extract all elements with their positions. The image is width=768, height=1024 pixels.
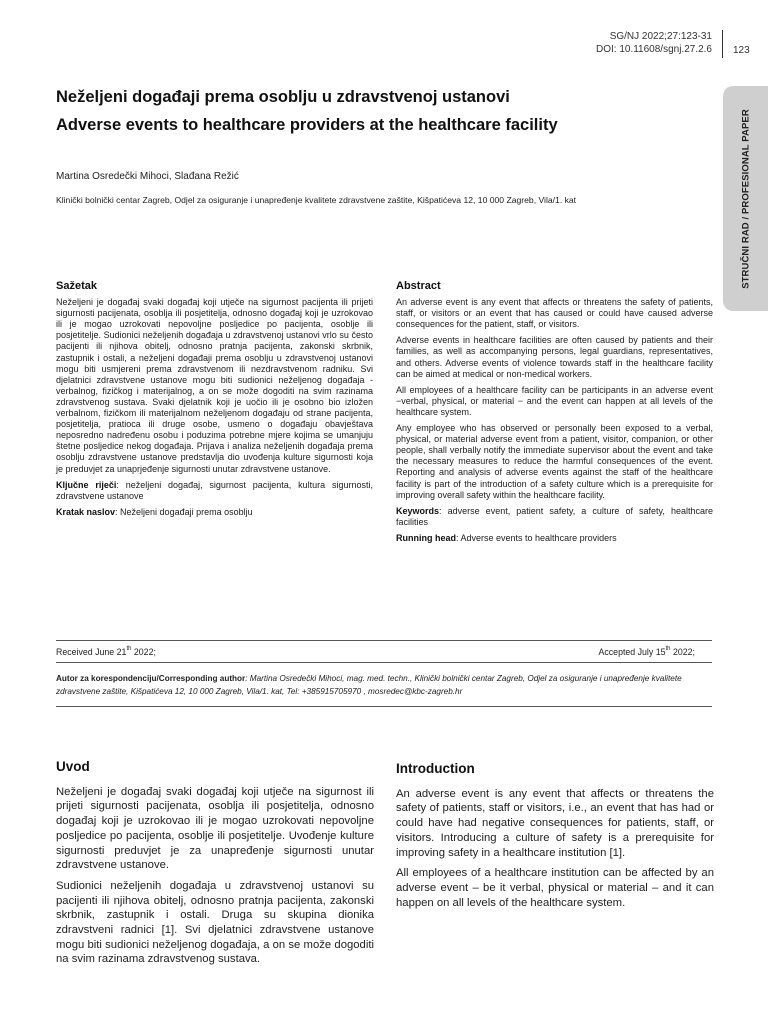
keywords-hr: : neželjeni događaj, sigurnost pacijenta, kultura sigurnosti, zdravstvene ustanove	[56, 479, 373, 501]
abstract-paragraph-4: Any employee who has observed or personally been exposed to a verbal, physical, or material adverse event from a patient, visitor, companion, or other people, shall verbally notify the immediate supervisor about the event and take the necessary measures to reduce the harmful consequences of the event. Reporting and analysis of adverse events against the staff of the healthcare facility is part of the introduction of a safety culture which is a prerequisite for improving overall safety within the healthcare facility.	[396, 423, 713, 500]
page-number: 123	[733, 45, 750, 56]
abstract-paragraph-1: An adverse event is any event that affects or threatens the safety of patients, staff, or visitors or an event that has caused or could have caused adverse consequences for the patient, staff, or visitors.	[396, 297, 713, 330]
sazetak-text: Neželjeni je događaj svaki događaj koji utječe na sigurnost pacijenta ili prijeti sigurnosti pacijenata, osoblja ili posjetitelja, odnosno događaj koji je uzrokovao ili je mogao uzrokovati nepovoljne posljedice po pacijenta, osoblje ili posjetitelje. Sudionici neželjenih događaja u zdravstvenoj ustanovi vrlo su često pacijenti ili njihova obitelj, odnosno pratnja pacijenta, zakonski skrbnik, zastupnik i ostali, a neželjeni događaji prema osoblju u zdravstvenoj ustanovi mogu biti usmjereni prema zdravstvenom ili nezdravstvenom radniku. Svi djelatnici zdravstvene ustanove mogu biti sudionici neželjenog događaja - verbalnog, fizičkog i materijalnog, a on se može dogoditi na svim razinama zdravstvenog sustava. Svaki djelatnik koji je uočio ili je osobno bio izložen verbalnom, fizičkom ili materijalnom neželjenom događaju od strane pacijenta, posjetitelja, pratioca ili druge osobe, usmeno o događaju obavještava neposredno nadređenu osobu i poduzima potrebne mjere kojima se umanjuju štetne posljedice nekog događaja. Prijava i analiza neželjenih događaja prema osoblju zdravstvene ustanove predstavlja dio uvođenja kulture sigurnosti koja je preduvjet za unaprjeđenje sigurnosti unutar zdravstvene ustanove.	[56, 297, 373, 474]
section-side-tab	[723, 86, 768, 311]
abstract-heading: Abstract	[396, 280, 441, 292]
dates-top-rule	[56, 640, 712, 641]
abstract-keywords	[396, 506, 713, 528]
received-sup: th	[126, 646, 132, 652]
short-title: : Neželjeni događaji prema osoblju	[115, 506, 253, 517]
side-tab-label: STRUČNI RAD / PROFESIONAL PAPER	[740, 108, 751, 289]
title-english: Adverse events to healthcare providers at the healthcare facility	[56, 116, 558, 134]
affiliation: Klinički bolnički centar Zagreb, Odjel za osiguranje i unapređenje kvalitete zdravstvene zaštite, Kišpatićeva 12, 10 000 Zagreb, Vila/1. kat	[56, 195, 577, 205]
abstract-column	[396, 281, 713, 549]
uvod-section	[56, 760, 374, 973]
dates-bottom-rule	[56, 662, 712, 663]
uvod-paragraph-1: Neželjeni je događaj svaki događaj koji utječe na sigurnost ili prijeti sigurnosti pacijenata, osoblja ili posjetitelja, odnosno događaj koji je uzrokovao ili je mogao uzrokovati nepovoljne posljedice po pacijenta, osoblje ili posjetitelje. Uvođenje kulture sigurnosti preduvjet je za unapređenje sigurnosti unutar zdravstvene ustanove.	[56, 785, 374, 872]
accepted-date	[599, 647, 695, 657]
introduction-paragraph-1: An adverse event is any event that affects or threatens the safety of patients, staff or visitors, i.e., an event that has had or could have had negative consequences for patients, staff, or visitors. Introducing a culture of safety is a prerequisite for improving safety in a healthcare institution [1].	[396, 787, 714, 859]
introduction-paragraph-2: All employees of a healthcare institution can be affected by an adverse event – be it verbal, physical or material – and it can happen on all levels of the healthcare system.	[396, 867, 714, 909]
abstract-paragraph-2: Adverse events in healthcare facilities are often caused by patients and their families, as well as accompanying persons, legal guardians, representatives, and others. Adverse events of violence towards staff in the healthcare facility can be aimed at medical or non-medical workers.	[396, 335, 713, 379]
abstract-running-head	[396, 533, 713, 544]
received-date	[56, 647, 156, 657]
accepted-year: 2022;	[670, 647, 695, 657]
correspondence-rule	[56, 706, 712, 707]
header-divider	[722, 30, 723, 58]
short-title-label: Kratak naslov	[56, 506, 116, 517]
introduction-section	[396, 762, 714, 916]
keywords-label-en: Keywords	[396, 505, 440, 516]
received-text: Received June 21	[56, 647, 127, 657]
sazetak-short-title	[56, 507, 373, 518]
introduction-heading: Introduction	[396, 761, 475, 776]
corresponding-author	[56, 672, 716, 698]
sazetak-keywords	[56, 480, 373, 502]
uvod-heading: Uvod	[56, 759, 90, 774]
sazetak-column	[56, 281, 373, 523]
running-head-label: Running head	[396, 532, 456, 543]
keywords-en: : adverse event, patient safety, a culture of safety, healthcare facilities	[396, 505, 713, 527]
accepted-sup: th	[665, 646, 671, 652]
authors: Martina Osredečki Mihoci, Slađana Režić	[56, 171, 239, 182]
received-year: 2022;	[131, 647, 156, 657]
accepted-text: Accepted July 15	[598, 647, 666, 657]
uvod-paragraph-2: Sudionici neželjenih događaja u zdravstvenoj ustanovi su pacijenti ili njihova obitelj, odnosno pratnja pacijenta, zakonski skrbnik, zastupnik i ostali. Druga su skupina dionika zdravstveni radnici [1]. Svi djelatnici zdravstvene ustanove mogu biti sudionici neželjenog događaja, a on se može dogoditi na svim razinama zdravstvenog sustava.	[56, 879, 374, 966]
doi: DOI: 10.11608/sgnj.27.2.6	[595, 44, 712, 55]
abstract-paragraph-3: All employees of a healthcare facility can be participants in an adverse event −verbal, physical, or material − and the event can happen at all levels of the healthcare system.	[396, 384, 713, 417]
journal-meta	[596, 30, 712, 56]
sazetak-heading: Sažetak	[56, 280, 97, 292]
keywords-label-hr: Ključne riječi	[56, 479, 117, 490]
corresponding-label: Autor za korespondenciju/Corresponding author	[56, 674, 246, 683]
corresponding-details: : Martina Osredečki Mihoci, mag. med. techn., Klinički bolnički centar Zagreb, Odjel za osiguranje i unapređenje kvalitete zdravstvene zaštite, Kišpatićeva 12, 10 000 Zagreb, Vila/1. kat, Tel: +385915705970 , mosredec@kbc-zagreb.hr	[56, 674, 682, 696]
journal-reference: SG/NJ 2022;27:123-31	[609, 31, 712, 42]
title-croatian: Neželjeni događaji prema osoblju u zdravstvenoj ustanovi	[56, 88, 510, 106]
running-head: : Adverse events to healthcare providers	[456, 532, 617, 543]
